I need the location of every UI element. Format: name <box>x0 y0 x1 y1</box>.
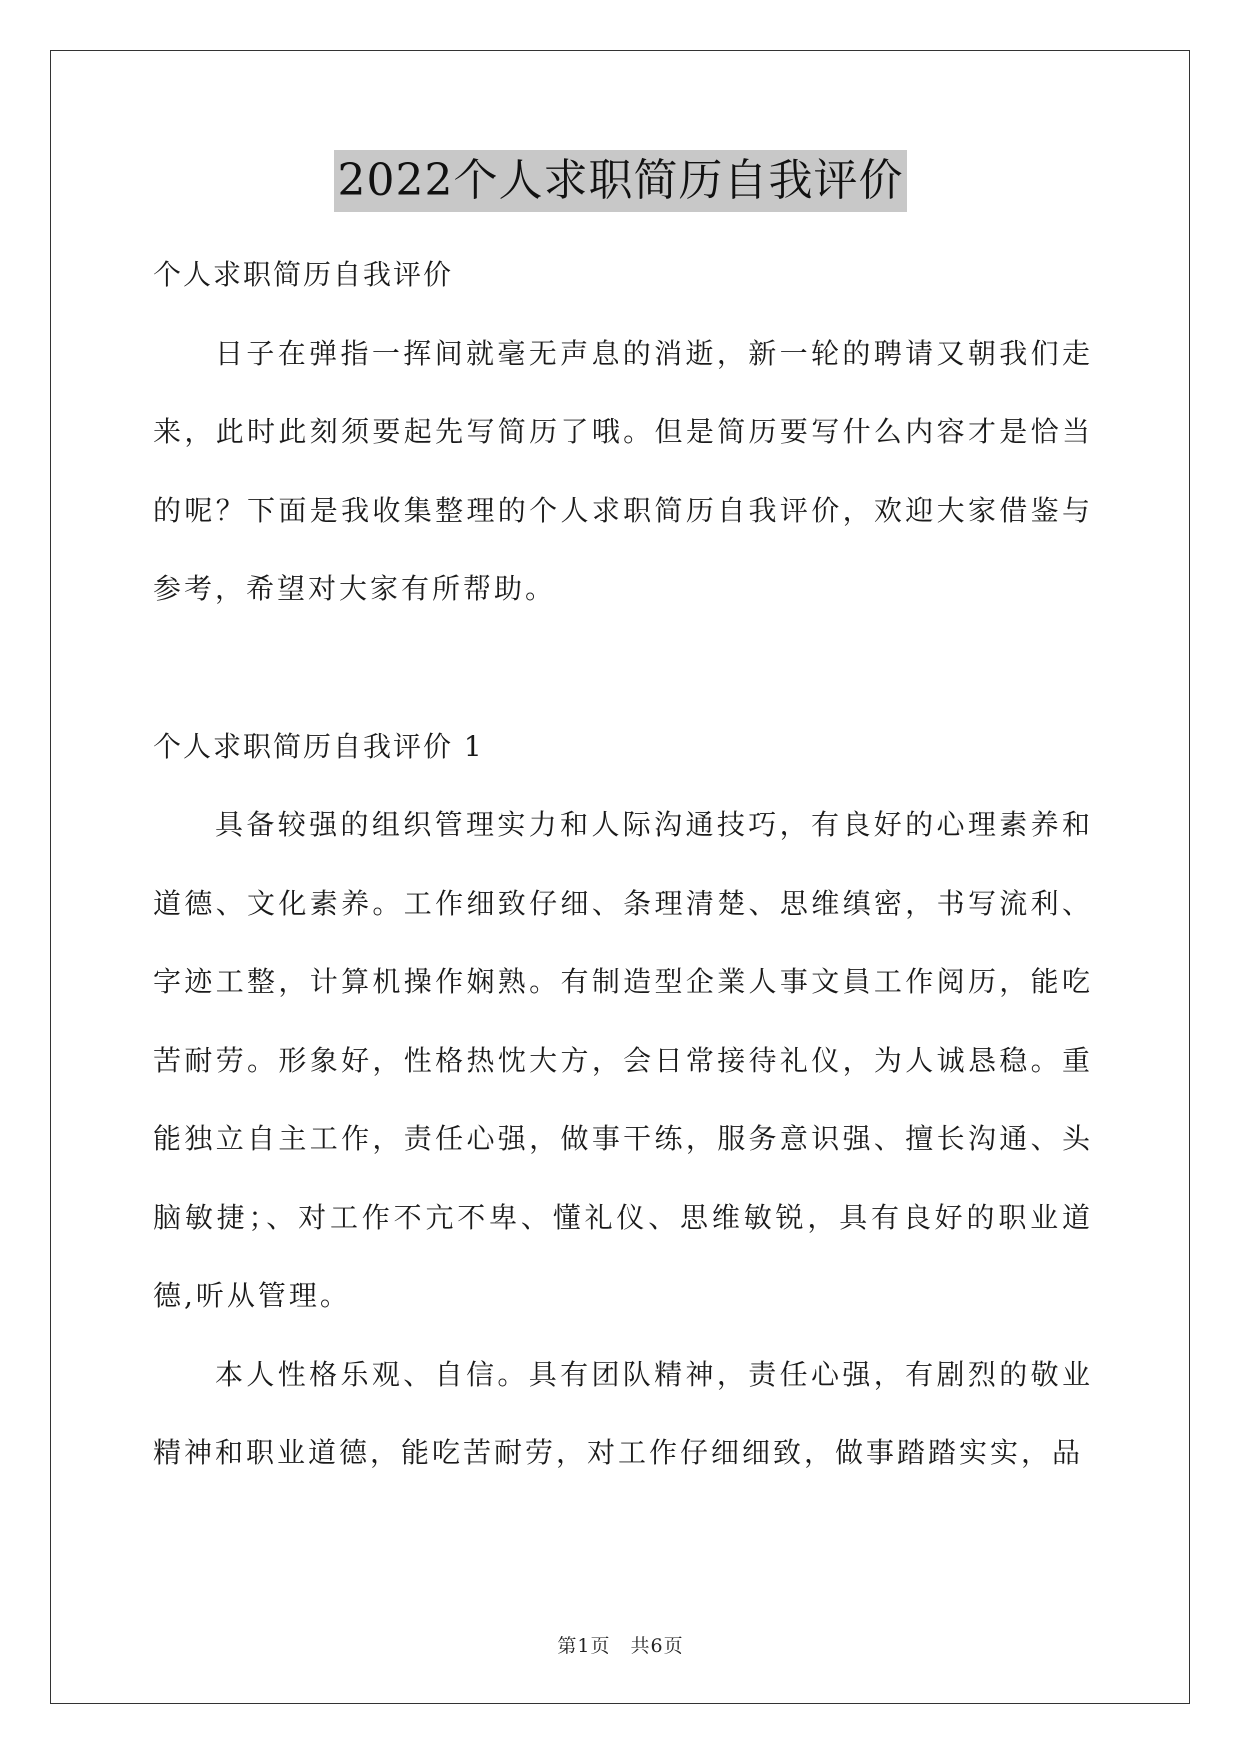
page-number-total: 共6页 <box>630 1635 684 1657</box>
intro-paragraph: 日子在弹指一挥间就毫无声息的消逝，新一轮的聘请又朝我们走来，此时此刻须要起先写简历了哦。但是简历要写什么内容才是恰当的呢？下面是我收集整理的个人求职简历自我评价，欢迎大家借鉴与参考，希望对大家有所帮助。 <box>153 336 1093 605</box>
document-subtitle: 个人求职简历自我评价 <box>153 258 454 291</box>
body-paragraph-1: 具备较强的组织管理实力和人际沟通技巧，有良好的心理素养和道德、文化素养。工作细致仔细、条理清楚、思维缜密，书写流利、字迹工整，计算机操作娴熟。有制造型企業人事文員工作阅历，能吃苦耐劳。形象好，性格热忱大方，会日常接待礼仪，为人诚恳稳。重能独立自主工作，责任心强，做事干练，服务意识强、擅长沟通、头脑敏捷；、对工作不亢不卑、懂礼仪、思维敏锐，具有良好的职业道德,听从管理。 <box>153 808 1093 1312</box>
body-paragraph-2: 本人性格乐观、自信。具有团队精神，责任心强，有剧烈的敬业精神和职业道德，能吃苦耐劳，对工作仔细细致，做事踏踏实实，品 <box>153 1357 1093 1469</box>
title-container <box>0 150 1241 212</box>
document-title: 2022个人求职简历自我评价 <box>334 150 908 212</box>
section-spacer <box>153 629 1093 708</box>
page-footer <box>0 1631 1241 1658</box>
page-number-current: 第1页 <box>557 1635 611 1657</box>
section-heading: 个人求职简历自我评价 1 <box>153 729 484 763</box>
document-body <box>153 236 1093 1493</box>
